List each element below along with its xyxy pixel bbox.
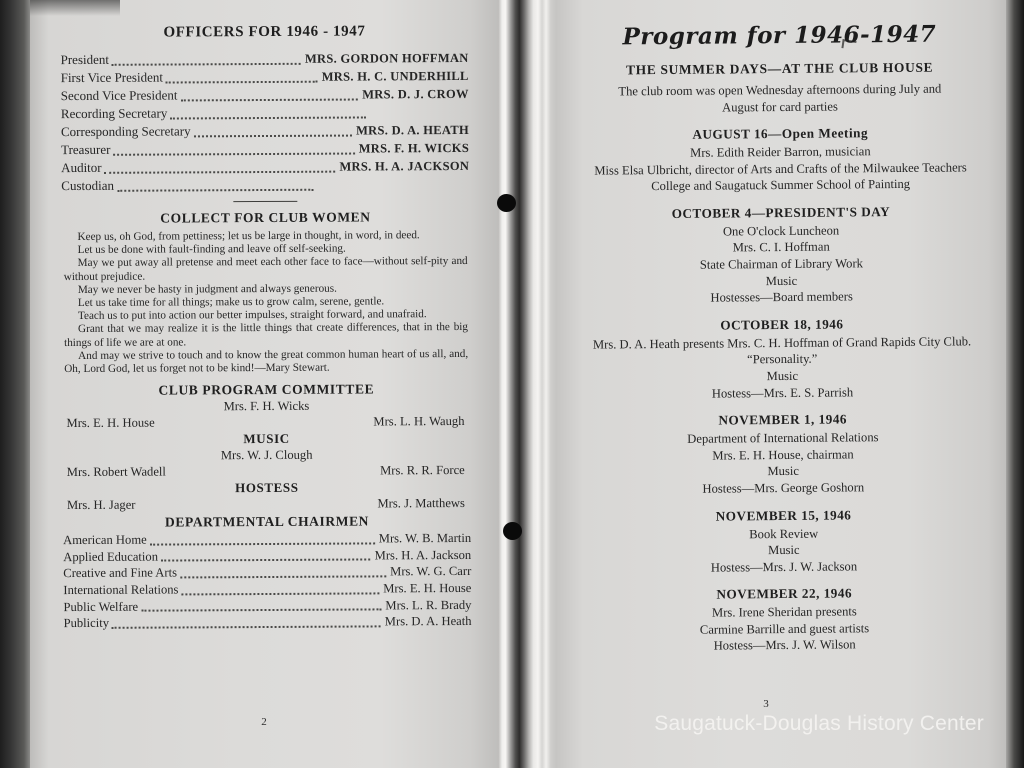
department-label: Publicity — [63, 616, 110, 631]
event-line: Mrs. C. I. Hoffman — [732, 239, 830, 255]
right-page — [556, 0, 1006, 768]
event-line: One O'clock Luncheon — [722, 223, 840, 239]
department-label: Public Welfare — [63, 599, 139, 614]
department-label: American Home — [63, 532, 147, 548]
event-line: Hostess—Mrs. E. S. Parrish — [711, 384, 854, 401]
binding-hole — [503, 522, 522, 540]
officer-name: MRS. H. C. UNDERHILL — [321, 68, 469, 84]
event-line: Mrs. Edith Reider Barron, musician — [690, 144, 871, 160]
officer-name: MRS. F. H. WICKS — [358, 140, 470, 156]
officer-name: MRS. D. A. HEATH — [356, 122, 470, 138]
committee-title: CLUB PROGRAM COMMITTEE — [158, 381, 375, 398]
section-divider — [233, 201, 297, 202]
event-heading: NOVEMBER 1, 1946 — [718, 411, 848, 428]
event-line: Mrs. Irene Sheridan presents — [711, 604, 857, 620]
officer-role: Treasurer — [61, 141, 111, 158]
program-event — [574, 124, 987, 195]
event-line: Mrs. E. H. House, chairman — [712, 447, 854, 463]
collect-paragraph: Grant that we may realize it is the little things that create differences, that in the big things of life we are at one. — [64, 321, 469, 349]
collect-paragraph: Keep us, oh God, from pettiness; let us be large in thought, in word, in deed. — [77, 229, 420, 243]
event-line: Department of International Relations — [687, 430, 879, 446]
summer-intro: The club room was open Wednesday afternoons during July and August for card parties — [618, 81, 942, 115]
program-handwritten-title: Program for 1946-1947 — [622, 20, 937, 51]
music-member: Mrs. R. R. Force — [380, 463, 465, 478]
officer-row — [59, 139, 471, 159]
officers-list — [59, 49, 472, 195]
hostess-member: Mrs. H. Jager — [66, 497, 136, 513]
event-line: Miss Elsa Ulbricht, director of Arts and Crafts of the Milwaukee Teachers College and Saugatuck Summer School of Painting — [594, 159, 967, 194]
event-heading: AUGUST 16—Open Meeting — [692, 125, 869, 142]
dotted-leader — [180, 575, 386, 578]
officer-row — [59, 85, 471, 105]
officer-role: Recording Secretary — [60, 105, 168, 122]
left-page-content — [58, 23, 473, 632]
event-heading: OCTOBER 18, 1946 — [720, 316, 844, 333]
event-line: Carmine Barrille and guest artists — [699, 621, 870, 637]
music-member: Mrs. Robert Wadell — [66, 464, 166, 480]
collect-paragraph: Teach us to put into action our better impulses, straight forward, and unafraid. — [77, 308, 427, 323]
event-line: Mrs. D. A. Heath presents Mrs. C. H. Hoffman of Grand Rapids City Club. “Personality.” — [592, 334, 972, 367]
music-title: MUSIC — [243, 431, 290, 447]
department-label: Applied Education — [63, 549, 159, 564]
left-page-number: 2 — [261, 716, 267, 728]
event-line: Hostess—Mrs. J. W. Wilson — [713, 637, 856, 654]
officer-role: Auditor — [61, 159, 102, 176]
chairman-name: Mrs. W. B. Martin — [378, 531, 472, 546]
chairman-name: Mrs. H. A. Jackson — [374, 547, 472, 563]
dotted-leader — [161, 559, 371, 562]
dotted-leader — [181, 592, 379, 595]
history-center-watermark: Saugatuck-Douglas History Center — [654, 712, 984, 735]
event-heading: OCTOBER 4—PRESIDENT'S DAY — [671, 203, 891, 221]
officer-row — [59, 103, 471, 123]
dotted-leader — [141, 609, 381, 612]
department-label: Creative and Fine Arts — [63, 565, 177, 581]
event-line: Music — [768, 542, 800, 558]
dotted-leader — [180, 99, 358, 102]
event-line: Hostess—Mrs. George Goshorn — [702, 480, 865, 496]
officer-name: MRS. D. J. CROW — [362, 86, 469, 102]
hostess-member: Mrs. J. Matthews — [377, 496, 465, 511]
event-heading: NOVEMBER 15, 1946 — [715, 506, 852, 524]
event-line: Book Review — [749, 526, 819, 541]
officers-title: OFFICERS FOR 1946 - 1947 — [163, 23, 366, 41]
collect-paragraph: May we never be hasty in judgment and always generous. — [77, 282, 337, 296]
music-members — [61, 462, 473, 480]
hostess-members — [61, 495, 473, 513]
chairman-name: Mrs. L. R. Brady — [385, 597, 472, 612]
event-heading: NOVEMBER 22, 1946 — [716, 585, 853, 602]
book-gutter — [498, 0, 556, 768]
officer-role: Corresponding Secretary — [60, 123, 191, 140]
dotted-leader — [194, 135, 352, 138]
music-chair: Mrs. W. J. Clough — [220, 447, 313, 463]
event-line: Hostesses—Board members — [710, 289, 853, 305]
scan-edge-right — [1006, 0, 1024, 768]
chairman-name: Mrs. E. H. House — [383, 580, 472, 596]
officer-name: MRS. GORDON HOFFMAN — [304, 50, 469, 66]
officer-role: President — [60, 51, 110, 68]
dotted-leader — [166, 81, 318, 84]
hostess-title: HOSTESS — [235, 480, 299, 496]
dotted-leader — [150, 542, 375, 545]
department-label: International Relations — [63, 582, 179, 598]
committee-chair: Mrs. F. H. Wicks — [223, 399, 310, 414]
collect-title: COLLECT FOR CLUB WOMEN — [160, 209, 371, 226]
program-event — [575, 203, 988, 308]
officer-row — [59, 67, 471, 87]
officer-row — [59, 157, 471, 177]
dotted-leader — [112, 63, 301, 66]
event-line: Music — [767, 464, 799, 479]
dotted-leader — [112, 625, 381, 628]
summer-days-heading: THE SUMMER DAYS—AT THE CLUB HOUSE — [625, 59, 934, 78]
chairmen-title: DEPARTMENTAL CHAIRMEN — [164, 513, 370, 530]
collect-paragraph: And may we strive to touch and to know the great common human heart of us all, and, Oh, Lord God, let us forget not to be kind!—Mary Stewart. — [64, 347, 469, 376]
dotted-leader — [170, 116, 366, 119]
program-event — [578, 584, 991, 655]
left-page — [30, 0, 498, 768]
chairmen-list — [61, 530, 474, 632]
officer-row — [59, 121, 471, 141]
event-line: Music — [765, 273, 798, 288]
committee-members — [60, 413, 472, 431]
officer-row — [59, 49, 471, 69]
right-page-content — [573, 20, 991, 656]
officer-row — [59, 175, 471, 195]
event-line: Music — [766, 368, 799, 384]
committee-member: Mrs. E. H. House — [66, 415, 155, 431]
officer-name: MRS. H. A. JACKSON — [339, 158, 470, 174]
officer-role: First Vice President — [60, 69, 163, 86]
scan-edge-left — [0, 0, 30, 768]
collect-paragraph: May we put away all pretense and meet each other face to face—without self-pity and without prejudice. — [63, 255, 468, 283]
collect-text — [59, 229, 472, 376]
chairman-name: Mrs. D. A. Heath — [384, 614, 472, 629]
chairman-row — [62, 613, 474, 632]
program-event — [576, 315, 989, 403]
dotted-leader — [105, 171, 336, 174]
event-line: State Chairman of Library Work — [699, 256, 863, 272]
collect-paragraph: Let us take time for all things; make us to grow calm, serene, gentle. — [77, 295, 385, 310]
program-event — [577, 506, 990, 577]
officer-role: Second Vice President — [60, 87, 178, 104]
collect-paragraph: Let us be done with fault-finding and leave off self-seeking. — [77, 242, 346, 257]
program-event — [577, 410, 990, 498]
chairman-name: Mrs. W. G. Carr — [390, 564, 472, 579]
right-page-number: 3 — [763, 698, 769, 710]
event-line: Hostess—Mrs. J. W. Jackson — [710, 559, 858, 575]
dotted-leader — [117, 189, 313, 192]
dotted-leader — [113, 153, 354, 156]
committee-member: Mrs. L. H. Waugh — [373, 414, 465, 429]
officer-role: Custodian — [61, 177, 115, 194]
binding-hole — [497, 194, 516, 212]
